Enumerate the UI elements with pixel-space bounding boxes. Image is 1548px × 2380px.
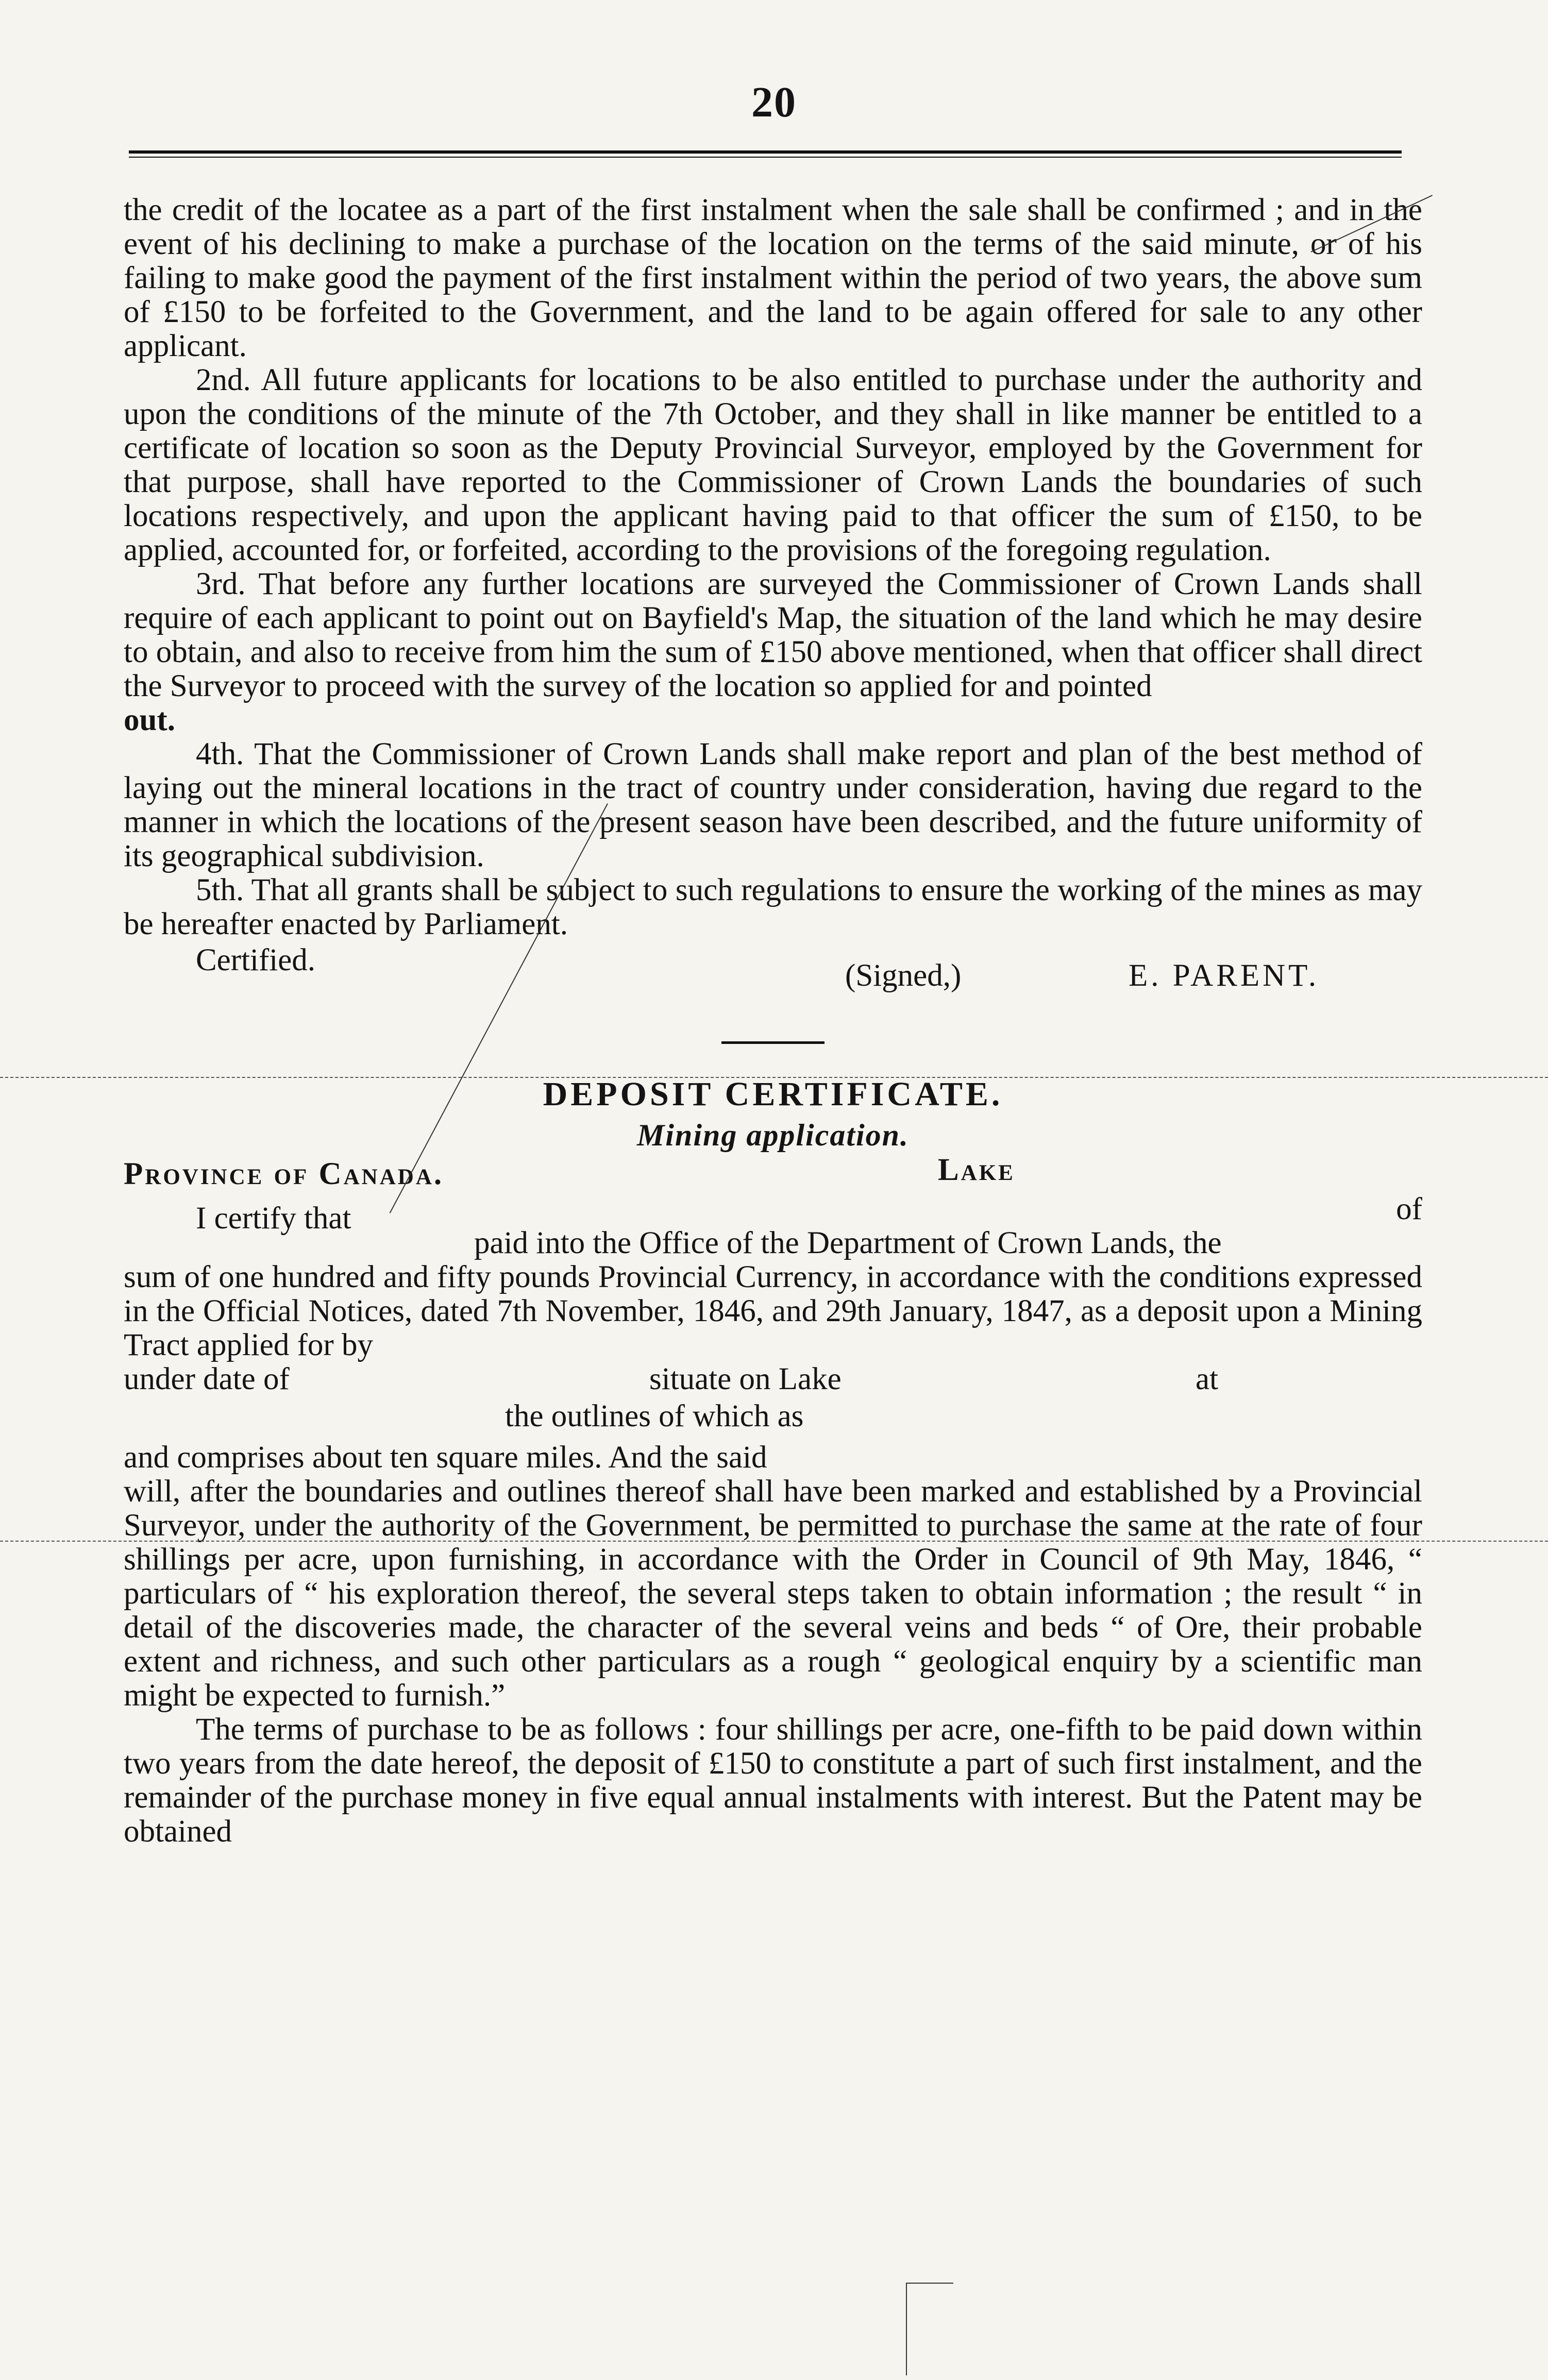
signed-label: (Signed,) xyxy=(845,958,962,993)
fold-line xyxy=(0,1077,1548,1078)
stray-pen-stroke xyxy=(907,2283,953,2284)
outlines-text: the outlines of which as xyxy=(505,1399,804,1433)
paragraph-5th: 5th. That all grants shall be subject to such regulations to ensure the working of the mines as may be hereafter enacted by Parliament. xyxy=(124,873,1422,941)
situate-text: situate on Lake xyxy=(649,1362,842,1396)
paragraph-2nd: 2nd. All future applicants for locations to be also entitled to purchase under the authority and upon the conditions of the minute of the 7th October, and they shall in like manner be entitled to a certificate of location so soon as the Deputy Provincial Surveyor, employed by the Government for that purpose, shall have reported to the Commissioner of Crown Lands the boundaries of such locations respectively, and upon the applicant having paid to that officer the sum of £150, to be applied, accounted for, or forfeited, according to the provisions of the foregoing regulation. xyxy=(124,363,1422,567)
paragraph-3rd-end xyxy=(124,703,1422,737)
under-date-text: under date of xyxy=(124,1362,290,1396)
page-number: 20 xyxy=(751,78,797,126)
paragraph-3rd-end-word: out. xyxy=(124,703,175,737)
paid-row xyxy=(124,1226,1422,1260)
signatory-name: E. PARENT. xyxy=(1129,958,1320,993)
certify-text: I certify that xyxy=(196,1201,351,1236)
stray-pen-stroke xyxy=(906,2283,907,2375)
certificate-para-2: and comprises about ten square miles. And the said xyxy=(124,1440,767,1475)
fold-line xyxy=(0,1541,1548,1542)
certificate-para-3: will, after the boundaries and outlines thereof shall have been marked and established by a Provincial Surveyor, under the authority of the Government, be permitted to purchase the same at the rate of four shillings per acre, upon furnishing, in accordance with the Order in Council of 9th May, 1846, “ particulars of “ his exploration thereof, the several steps taken to obtain information ; the result “ in detail of the discoveries made, the character of the several veins and beds “ of Ore, their probable extent and richness, and such other particulars as a rough “ geological enquiry by a scientific man might be expected to furnish.” xyxy=(124,1474,1422,1713)
outlines-row xyxy=(124,1396,1422,1433)
certificate-subtitle: Mining application. xyxy=(636,1118,910,1152)
paragraph-continued: the credit of the locatee as a part of the first instalment when the sale shall be confirmed ; and in the event of his declining to make a purchase of the location on the terms of the said minute, or of his failing to make good the payment of the first instalment within the period of two years, the above sum of £150 to be forfeited to the Government, and the land to be again offered for sale to any other applicant. xyxy=(124,193,1422,363)
certificate-para-4: The terms of purchase to be as follows : four shillings per acre, one-fifth to be paid down within two years from the date hereof, the deposit of £150 to constitute a part of such first instalment, and the remainder of the purchase money in five equal annual instalments with interest. But the Patent may be obtained xyxy=(124,1712,1422,1849)
paragraph-4th: 4th. That the Commissioner of Crown Lands shall make report and plan of the best method of laying out the mineral locations in the tract of country under consideration, having due regard to the manner in which the locations of the present season have been described, and the future uniformity of its geographical subdivision. xyxy=(124,737,1422,873)
under-date-row xyxy=(124,1362,1422,1396)
paid-text: paid into the Office of the Department of Crown Lands, the xyxy=(474,1226,1222,1260)
body-text xyxy=(124,193,1422,1849)
certificate-title: DEPOSIT CERTIFICATE. xyxy=(543,1075,1003,1113)
signature-block xyxy=(124,943,1422,993)
certify-row xyxy=(124,1192,1422,1236)
section-divider xyxy=(721,1041,825,1044)
certified-label: Certified. xyxy=(196,943,316,977)
certificate-para-1: sum of one hundred and fifty pounds Provincial Currency, in accordance with the conditions expressed in the Official Notices, dated 7th November, 1846, and 29th January, 1847, as a deposit upon a Mining Tract applied for by xyxy=(124,1260,1422,1362)
lake-label: Lake xyxy=(938,1153,1015,1187)
province-row xyxy=(124,1153,1422,1192)
of-text: of xyxy=(1396,1192,1422,1226)
province-label: Province of Canada. xyxy=(124,1157,444,1191)
paragraph-3rd: 3rd. That before any further locations are surveyed the Commissioner of Crown Lands shall require of each applicant to point out on Bayfield's Map, the situation of the land which he may desire to obtain, and also to receive from him the sum of £150 above mentioned, when that officer shall direct the Surveyor to proceed with the survey of the location so applied for and pointed xyxy=(124,567,1422,703)
header-rule xyxy=(129,150,1402,158)
at-text: at xyxy=(1196,1362,1219,1396)
certificate-body xyxy=(124,1260,1422,1849)
